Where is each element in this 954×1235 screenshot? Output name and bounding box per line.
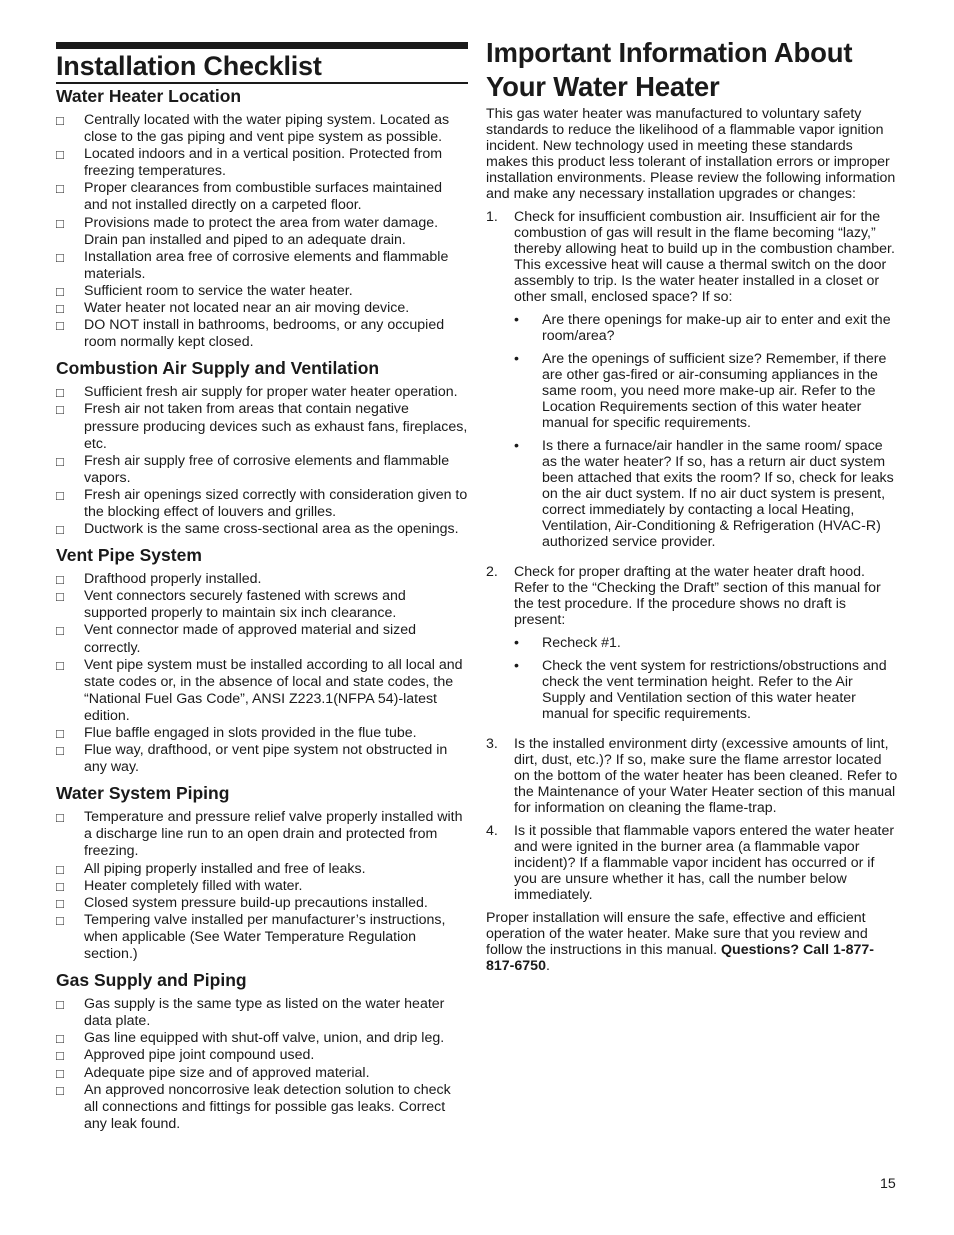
section-heading: Vent Pipe System (56, 545, 202, 566)
checklist-item (56, 1030, 468, 1047)
phone-callout: Questions? Call 1-877-817-6750 (486, 942, 874, 974)
checkbox-icon: □ (56, 589, 64, 605)
bullet-text: Are there openings for make-up air to enter and exit the room/area? (542, 312, 891, 344)
checklist-item (56, 401, 468, 452)
checklist-item-text: Tempering valve installed per manufacturer’s instructions, when applicable (See Water Temperature Regulation section.) (84, 911, 446, 963)
item-text: Is the installed environment dirty (excessive amounts of lint, dirt, dust, etc.)? If so, make sure the flame arrestor located on the bottom of the water heater has been cleaned. Refer to the Maintenance of your Water Heater section of this manual for information on cleaning the flame-trap. (514, 736, 898, 816)
checkbox-icon: □ (56, 1048, 64, 1064)
bullet-text: Is there a furnace/air handler in the same room/ space as the water heater? If so, has a return air duct system been attached that exits the room? If so, check for leaks on the air duct system. If no air duct system is present, correct immediately by contacting a local Heating, Ventilation, Air-Conditioning & Refrigeration (HVAC-R) authorized service provider. (542, 438, 894, 550)
checklist-item-text: Flue way, drafthood, or vent pipe system not obstructed in any way. (84, 742, 448, 776)
checklist-item (56, 1082, 468, 1133)
item-number: 2. (486, 564, 498, 580)
page-number: 15 (880, 1176, 896, 1192)
checklist-item-text: An approved noncorrosive leak detection solution to check all connections and fittings for possible gas leaks. Correct any leak found. (84, 1081, 451, 1132)
checkbox-icon: □ (56, 113, 64, 128)
checklist-item-text: Temperature and pressure relief valve properly installed with a discharge line run to an open drain and protected from freezing. (84, 809, 463, 860)
checklist-item-text: Sufficient room to service the water heater. (84, 282, 353, 299)
checklist-item-text: Approved pipe joint compound used. (84, 1047, 315, 1064)
checklist-item-text: Installation area free of corrosive elements and flammable materials. (84, 248, 449, 282)
item-body (514, 736, 898, 816)
checklist-item (56, 300, 468, 317)
section-heading: Water Heater Location (56, 86, 242, 106)
closing-text: Proper installation will ensure the safe, effective and efficient operation of the water heater. Make sure that you review and follow the instructions in this manual. (486, 910, 868, 958)
checkbox-icon: □ (56, 181, 64, 197)
bullet-text: Check the vent system for restrictions/obstructions and check the vent termination height. Refer to the Air Supply and Ventilation section of this water heater manual for specific requirements. (542, 658, 887, 722)
closing-period: . (545, 958, 550, 974)
bullet-icon: • (514, 438, 519, 454)
checklist-title: Installation Checklist (56, 51, 322, 81)
checkbox-icon: □ (56, 623, 64, 639)
checkbox-icon: □ (56, 743, 64, 759)
bullet-icon: • (514, 635, 519, 651)
checklist-item (56, 112, 468, 146)
bullet-text: Recheck #1. (542, 635, 621, 651)
top-rule (56, 42, 468, 49)
important-information-column (486, 36, 898, 974)
checkbox-icon: □ (56, 487, 64, 503)
checklist-item (56, 1047, 468, 1064)
checklist-item (56, 180, 468, 214)
important-info-title-line1: Important Information About (486, 37, 853, 68)
closing-paragraph (486, 910, 898, 974)
item-number: 1. (486, 209, 498, 225)
checklist (56, 996, 468, 1133)
checklist-item (56, 861, 468, 878)
checklist-item (56, 571, 468, 588)
checkbox-icon: □ (56, 522, 64, 538)
checklist-item (56, 996, 468, 1030)
checklist-item (56, 742, 468, 776)
checklist (56, 112, 468, 351)
checkbox-icon: □ (56, 283, 64, 299)
checkbox-icon: □ (56, 147, 64, 163)
checkbox-icon: □ (56, 810, 64, 826)
bullet-icon: • (514, 658, 519, 674)
checklist-item-text: Provisions made to protect the area from water damage. Drain pan installed and piped to an adequate drain. (84, 214, 439, 248)
numbered-item (486, 736, 898, 816)
section-heading: Gas Supply and Piping (56, 970, 247, 991)
checklist-item (56, 215, 468, 249)
checklist-item-text: Vent connectors securely fastened with screws and supported properly to maintain six inch clearance. (84, 588, 406, 622)
checklist-item (56, 521, 468, 538)
checklist-item (56, 146, 468, 180)
checklist-item-text: Gas supply is the same type as listed on the water heater data plate. (84, 996, 445, 1030)
checklist-item (56, 895, 468, 912)
checklist (56, 384, 468, 538)
section-heading: Combustion Air Supply and Ventilation (56, 358, 380, 379)
checklist-item-text: Vent connector made of approved material and sized correctly. (84, 622, 417, 656)
checklist-item-text: All piping properly installed and free of leaks. (84, 860, 366, 877)
checklist-item-text: Closed system pressure build-up precautions installed. (84, 894, 428, 911)
item-number: 4. (486, 823, 498, 839)
checkbox-icon: □ (56, 997, 64, 1013)
item-text: Check for proper drafting at the water heater draft hood. Refer to the “Checking the Draft” section of this manual for the test procedure. If the procedure shows no draft is present: (514, 564, 881, 628)
checklist-item-text: Heater completely filled with water. (84, 877, 303, 894)
checkbox-icon: □ (56, 318, 64, 334)
checklist-item-text: Flue baffle engaged in slots provided in the flue tube. (84, 725, 417, 741)
checkbox-icon: □ (56, 657, 64, 673)
checklist-item (56, 487, 468, 521)
bullet-item (514, 635, 898, 651)
important-info-title (486, 36, 898, 104)
checklist-item (56, 878, 468, 895)
checklist-item-text: Drafthood properly installed. (84, 571, 262, 588)
numbered-list (486, 209, 898, 903)
checklist-item-text: Fresh air supply free of corrosive elements and flammable vapors. (84, 452, 450, 486)
bullet-item (514, 312, 898, 344)
checklist-item (56, 809, 468, 860)
checkbox-icon: □ (56, 453, 64, 469)
checklist (56, 571, 468, 776)
checkbox-icon: □ (56, 878, 64, 894)
checkbox-icon: □ (56, 861, 64, 877)
checklist-item (56, 622, 468, 656)
checklist-item-text: Adequate pipe size and of approved material. (84, 1064, 370, 1081)
checklist-item (56, 317, 468, 351)
checklist-item-text: Vent pipe system must be installed according to all local and state codes or, in the absence of local and state codes, the “National Fuel Gas Code”, ANSI Z223.1(NFPA 54)-latest edition. (84, 656, 463, 724)
bullet-list (514, 635, 898, 722)
checkbox-icon: □ (56, 726, 64, 741)
checklist-item (56, 912, 468, 963)
checklist-item (56, 657, 468, 725)
bullet-item (514, 658, 898, 722)
item-body (514, 564, 898, 729)
checkbox-icon: □ (56, 912, 64, 928)
item-body (514, 823, 898, 903)
checklist-item-text: Sufficient fresh air supply for proper water heater operation. (84, 384, 458, 401)
checklist-item (56, 725, 468, 742)
item-text: Is it possible that flammable vapors entered the water heater and were ignited in the burner area (a flammable vapor incident)? If a flammable vapor incident has occurred or if you are unsure whether it has, call the number below immediately. (514, 823, 895, 903)
checklist-item (56, 588, 468, 622)
checklist-item (56, 453, 468, 487)
section-heading: Water System Piping (56, 783, 230, 804)
checklist-item-text: Fresh air openings sized correctly with consideration given to the blocking effect of louvers and grilles. (84, 486, 468, 520)
item-text: Check for insufficient combustion air. Insufficient air for the combustion of gas will result in the flame becoming “lazy,” thereby allowing heat to build up in the combustion chamber. This excessive heat will cause a thermal switch on the door assembly to trip. Is the water heater installed in a closet or other small, enclosed space? If so: (514, 209, 895, 305)
bullet-icon: • (514, 312, 519, 328)
checkbox-icon: □ (56, 215, 64, 231)
bullet-item (514, 438, 898, 550)
important-info-title-line2: Your Water Heater (486, 71, 720, 102)
checklist-item (56, 1065, 468, 1082)
item-body (514, 209, 898, 557)
bullet-list (514, 312, 898, 550)
item-number: 3. (486, 736, 498, 752)
numbered-item (486, 209, 898, 557)
checklist-sections (56, 86, 468, 1133)
title-underline (56, 82, 468, 84)
checkbox-icon: □ (56, 1065, 64, 1081)
intro-paragraph: This gas water heater was manufactured to voluntary safety standards to reduce the likelihood of a flammable vapor ignition incident. New technology used in meeting these standards makes this product less tolerant of installation errors or improper installation environments. Please review the following information and make any necessary installation upgrades or changes: (486, 106, 896, 202)
checkbox-icon: □ (56, 895, 64, 911)
checklist-item-text: Gas line equipped with shut-off valve, union, and drip leg. (84, 1030, 445, 1047)
checklist (56, 809, 468, 963)
checklist-item-text: Located indoors and in a vertical position. Protected from freezing temperatures. (84, 146, 443, 180)
checkbox-icon: □ (56, 249, 64, 265)
numbered-item (486, 564, 898, 729)
checklist-item-text: DO NOT install in bathrooms, bedrooms, or any occupied room normally kept closed. (84, 317, 445, 351)
bullet-icon: • (514, 351, 519, 367)
checklist-item-text: Ductwork is the same cross-sectional area as the openings. (84, 521, 459, 538)
checkbox-icon: □ (56, 301, 64, 317)
bullet-text: Are the openings of sufficient size? Remember, if there are other gas-fired or air-consuming appliances in the same room, you need more make-up air. Refer to the Location Requirements section of this water heater manual for specific requirements. (542, 351, 887, 431)
checkbox-icon: □ (56, 385, 64, 401)
checklist-item (56, 384, 468, 401)
checklist-item-text: Proper clearances from combustible surfaces maintained and not installed directly on a carpeted floor. (84, 180, 443, 214)
checklist-item-text: Water heater not located near an air moving device. (84, 300, 410, 317)
checklist-item (56, 283, 468, 300)
numbered-item (486, 823, 898, 903)
checkbox-icon: □ (56, 1082, 64, 1098)
checkbox-icon: □ (56, 1031, 64, 1047)
checklist-item (56, 249, 468, 283)
checkbox-icon: □ (56, 402, 64, 418)
installation-checklist-column (56, 42, 468, 1133)
bullet-item (514, 351, 898, 431)
checkbox-icon: □ (56, 572, 64, 588)
checklist-item-text: Fresh air not taken from areas that contain negative pressure producing devices such as exhaust fans, fireplaces, etc. (84, 401, 468, 452)
checklist-item-text: Centrally located with the water piping system. Located as close to the gas piping and vent pipe system as possible. (84, 112, 450, 146)
